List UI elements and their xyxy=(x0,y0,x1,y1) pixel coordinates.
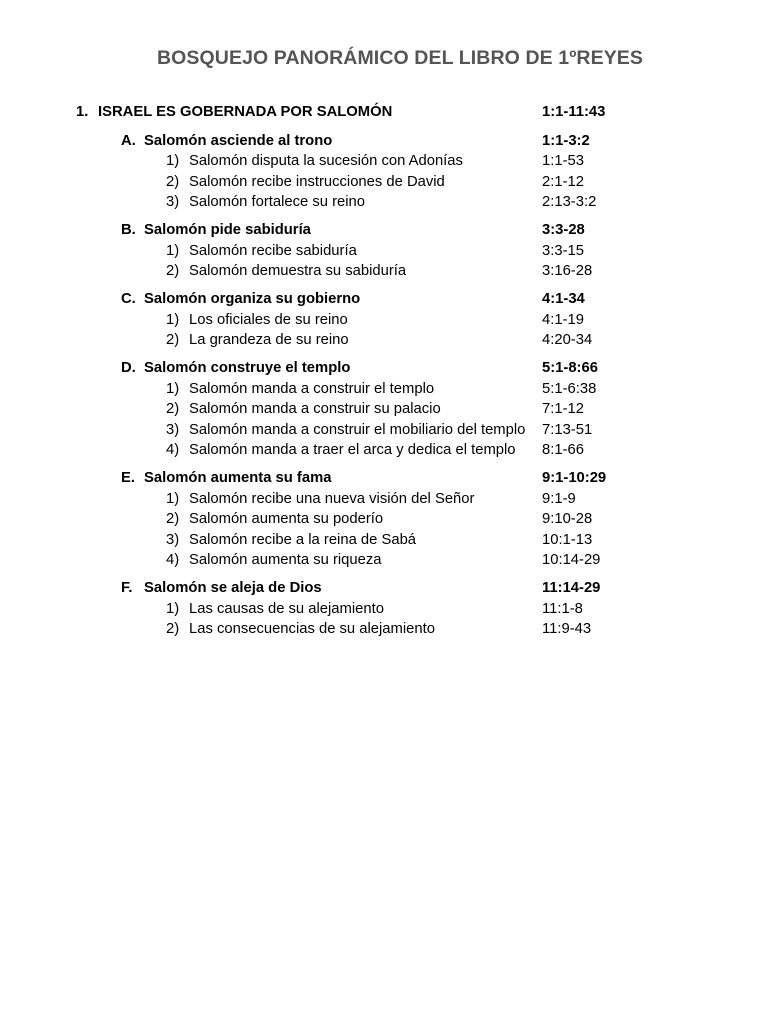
item-reference: 1:1-53 xyxy=(542,153,584,169)
outline-item xyxy=(76,599,696,620)
item-label: Salomón recibe instrucciones de David xyxy=(189,173,445,190)
item-number: 2) xyxy=(166,173,180,190)
section-reference: 1:1-11:43 xyxy=(542,104,606,120)
outline-item xyxy=(76,420,696,441)
item-number: 3) xyxy=(166,531,180,548)
item-number: 4) xyxy=(166,552,180,568)
subsection-label: Salomón organiza su gobierno xyxy=(144,291,361,307)
item-number: 2) xyxy=(166,621,180,637)
subsection-heading xyxy=(76,289,696,310)
item-number: 1) xyxy=(166,153,180,169)
subsection-reference: 1:1-3:2 xyxy=(542,132,590,149)
outline-item xyxy=(76,440,696,461)
item-label: Salomón recibe una nueva visión del Señor xyxy=(189,490,475,507)
subsection-label: Salomón aumenta su fama xyxy=(144,470,332,486)
subsection-reference: 9:1-10:29 xyxy=(542,470,607,486)
item-number: 1) xyxy=(166,311,180,328)
item-reference: 11:1-8 xyxy=(542,600,583,617)
item-reference: 9:10-28 xyxy=(542,511,593,527)
section-label: ISRAEL ES GOBERNADA POR SALOMÓN xyxy=(98,104,393,120)
item-reference: 4:1-19 xyxy=(542,311,584,328)
item-label: Salomón manda a traer el arca y dedica el templo xyxy=(189,442,516,458)
subsection-letter: B. xyxy=(121,222,136,238)
item-label: Los oficiales de su reino xyxy=(189,311,348,328)
item-label: Salomón fortalece su reino xyxy=(189,194,366,210)
item-label: Salomón disputa la sucesión con Adonías xyxy=(189,153,463,169)
item-label: Salomón demuestra su sabiduría xyxy=(189,263,407,279)
subsection-letter: A. xyxy=(121,132,136,149)
subsection-letter: D. xyxy=(121,360,136,376)
item-reference: 2:13-3:2 xyxy=(542,194,597,210)
subsection-heading xyxy=(76,131,696,152)
item-label: Salomón recibe sabiduría xyxy=(189,242,357,259)
outline-item xyxy=(76,310,696,331)
item-reference: 8:1-66 xyxy=(542,442,584,458)
page-title: BOSQUEJO PANORÁMICO DEL LIBRO DE 1ºREYES xyxy=(156,47,644,69)
outline-item xyxy=(76,241,696,262)
item-label: Salomón manda a construir el templo xyxy=(189,380,435,397)
item-reference: 9:1-9 xyxy=(542,490,576,507)
item-label: Salomón aumenta su poderío xyxy=(189,511,384,527)
subsection-letter: E. xyxy=(121,470,135,486)
outline-item xyxy=(76,330,696,351)
subsection-label: Salomón se aleja de Dios xyxy=(144,580,322,596)
subsection-heading xyxy=(76,220,696,241)
item-reference: 5:1-6:38 xyxy=(542,380,597,397)
item-reference: 7:13-51 xyxy=(542,421,593,438)
item-reference: 4:20-34 xyxy=(542,332,593,348)
item-label: Salomón recibe a la reina de Sabá xyxy=(189,531,417,548)
outline-section xyxy=(76,102,696,640)
item-label: Las consecuencias de su alejamiento xyxy=(189,621,435,637)
subsection-letter: F. xyxy=(121,580,133,596)
outline-item xyxy=(76,530,696,551)
subsection-heading xyxy=(76,578,696,599)
item-number: 1) xyxy=(166,600,180,617)
section-number: 1. xyxy=(76,104,89,120)
outline-item xyxy=(76,399,696,420)
subsection-reference: 5:1-8:66 xyxy=(542,360,598,376)
item-number: 2) xyxy=(166,401,180,417)
item-label: Salomón manda a construir su palacio xyxy=(189,401,441,417)
item-reference: 11:9-43 xyxy=(542,621,592,637)
item-label: Las causas de su alejamiento xyxy=(189,600,384,617)
section-heading xyxy=(76,102,696,123)
item-reference: 10:14-29 xyxy=(542,552,601,568)
item-reference: 3:16-28 xyxy=(542,263,593,279)
outline-item xyxy=(76,261,696,282)
item-reference: 10:1-13 xyxy=(542,531,593,548)
subsection-letter: C. xyxy=(121,291,136,307)
item-reference: 2:1-12 xyxy=(542,173,584,190)
subsection-heading xyxy=(76,358,696,379)
item-number: 4) xyxy=(166,442,180,458)
item-number: 2) xyxy=(166,332,180,348)
item-label: Salomón manda a construir el mobiliario del templo xyxy=(189,421,526,438)
item-number: 2) xyxy=(166,263,180,279)
item-number: 3) xyxy=(166,421,180,438)
item-reference: 7:1-12 xyxy=(542,401,584,417)
subsection-reference: 4:1-34 xyxy=(542,291,585,307)
outline-item xyxy=(76,489,696,510)
item-number: 2) xyxy=(166,511,180,527)
outline-item xyxy=(76,379,696,400)
item-number: 1) xyxy=(166,242,180,259)
outline-item xyxy=(76,509,696,530)
item-label: La grandeza de su reino xyxy=(189,332,349,348)
outline-item xyxy=(76,192,696,213)
subsection-reference: 11:14-29 xyxy=(542,580,601,596)
item-number: 1) xyxy=(166,490,180,507)
item-number: 1) xyxy=(166,380,180,397)
outline-item xyxy=(76,151,696,172)
item-number: 3) xyxy=(166,194,180,210)
outline-item xyxy=(76,619,696,640)
subsection-label: Salomón asciende al trono xyxy=(144,132,333,149)
subsection-label: Salomón construye el templo xyxy=(144,360,351,376)
subsection-reference: 3:3-28 xyxy=(542,222,585,238)
subsection-label: Salomón pide sabiduría xyxy=(144,222,311,238)
subsection-heading xyxy=(76,468,696,489)
outline-item xyxy=(76,550,696,571)
outline-item xyxy=(76,172,696,193)
item-label: Salomón aumenta su riqueza xyxy=(189,552,382,568)
item-reference: 3:3-15 xyxy=(542,242,584,259)
